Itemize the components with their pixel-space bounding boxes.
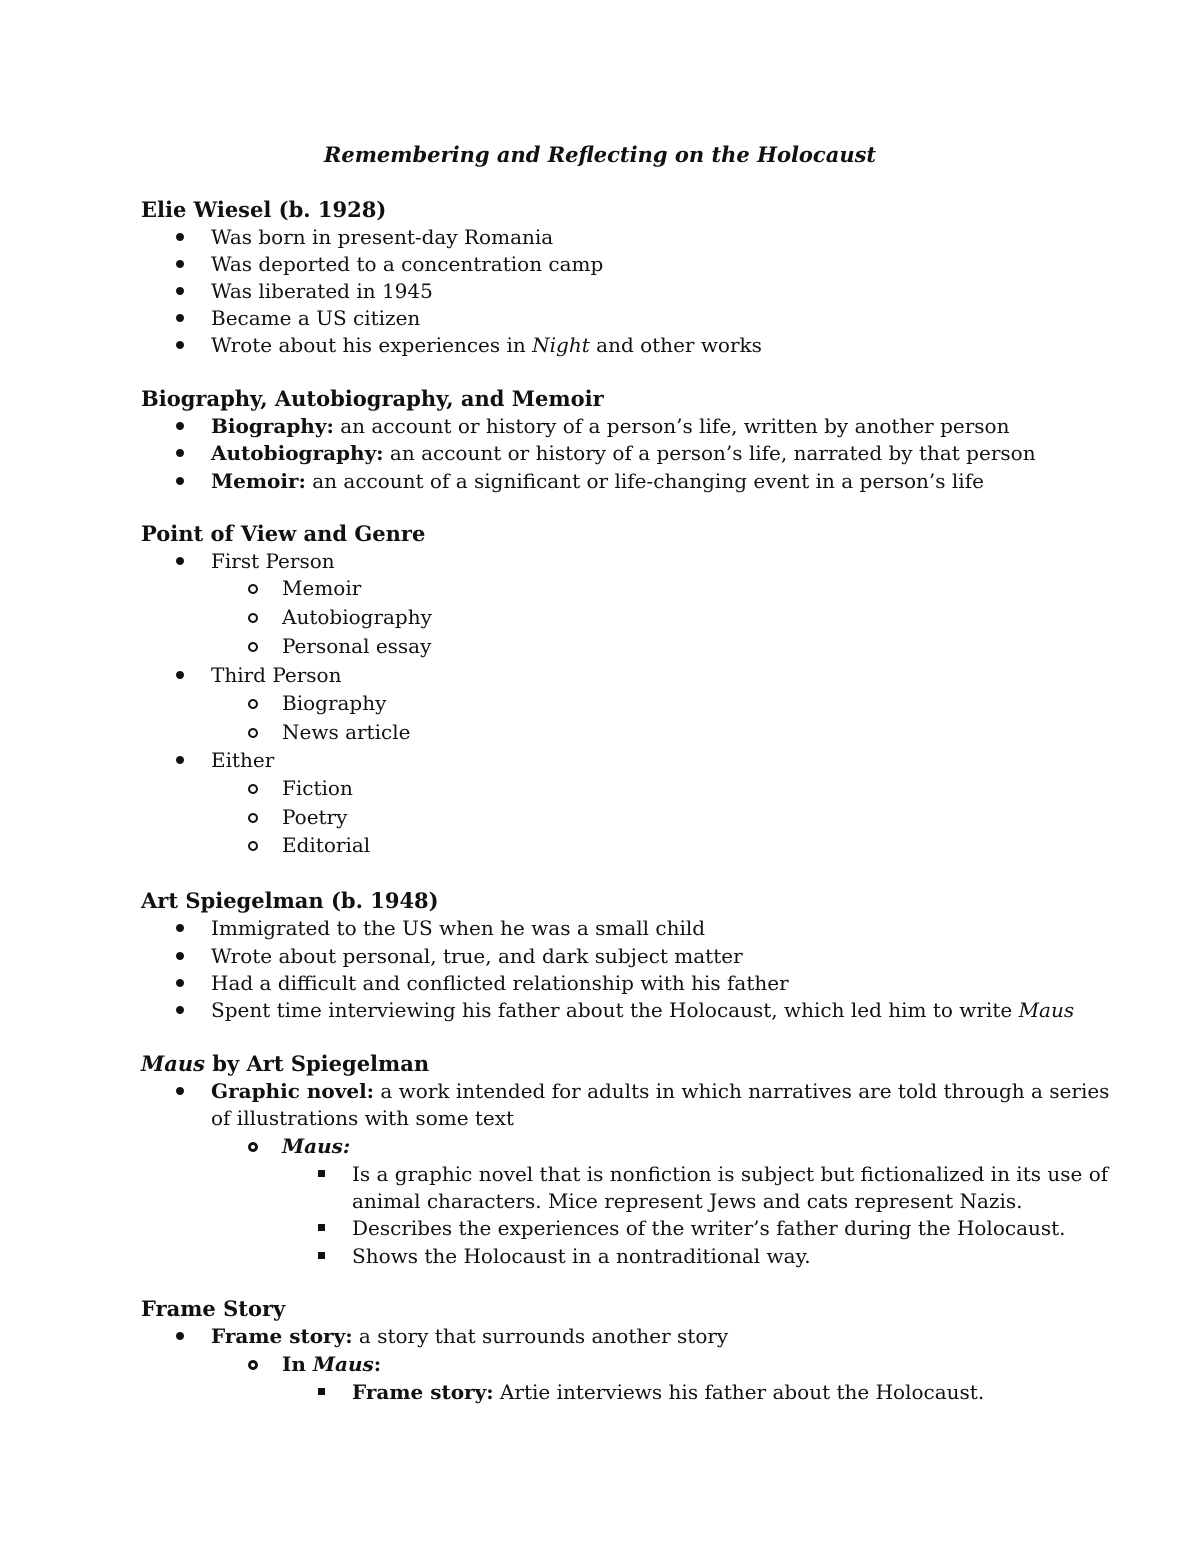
square-bullet-icon <box>318 1388 325 1395</box>
bullet-icon <box>176 314 184 322</box>
sub-sub-list-item: Shows the Holocaust in a nontraditional way. <box>352 1244 811 1268</box>
circle-bullet-icon <box>248 728 258 738</box>
circle-bullet-icon <box>248 699 258 709</box>
bullet-icon <box>176 260 184 268</box>
bullet-icon <box>176 449 184 457</box>
list-item: Memoir: an account of a significant or life-changing event in a person’s life <box>211 469 984 493</box>
sub-list-item: Editorial <box>282 833 371 857</box>
sub-list-item: Biography <box>282 691 387 715</box>
sub-list-item: Autobiography <box>282 605 432 629</box>
list-item: Immigrated to the US when he was a small child <box>211 916 706 940</box>
heading-art-spiegelman: Art Spiegelman (b. 1948) <box>141 888 439 913</box>
square-bullet-icon <box>318 1170 325 1177</box>
square-bullet-icon <box>318 1252 325 1259</box>
bullet-icon <box>176 1006 184 1014</box>
sub-list-item: Memoir <box>282 576 362 600</box>
circle-bullet-icon <box>248 841 258 851</box>
sub-list-item: Poetry <box>282 805 348 829</box>
heading-point-of-view: Point of View and Genre <box>141 521 426 546</box>
sub-sub-list-item-continuation: animal characters. Mice represent Jews and cats represent Nazis. <box>352 1189 1023 1213</box>
bullet-icon <box>176 477 184 485</box>
list-item: Graphic novel: a work intended for adults in which narratives are told through a series <box>211 1079 1110 1103</box>
heading-frame-story: Frame Story <box>141 1296 286 1321</box>
sub-list-item: News article <box>282 720 411 744</box>
heading-biography: Biography, Autobiography, and Memoir <box>141 386 604 411</box>
sub-sub-list-item: Frame story: Artie interviews his father about the Holocaust. <box>352 1380 985 1404</box>
list-item: Was liberated in 1945 <box>211 279 433 303</box>
list-item: Wrote about personal, true, and dark subject matter <box>211 944 743 968</box>
document-title: Remembering and Reflecting on the Holocaust <box>323 142 877 167</box>
bullet-icon <box>176 924 184 932</box>
sub-list-item: In Maus: <box>282 1352 382 1376</box>
list-item: Frame story: a story that surrounds another story <box>211 1324 729 1348</box>
list-item: Had a difficult and conflicted relationship with his father <box>211 971 789 995</box>
circle-bullet-icon <box>248 1360 258 1370</box>
bullet-icon <box>176 952 184 960</box>
bullet-icon <box>176 1087 184 1095</box>
bullet-icon <box>176 671 184 679</box>
heading-maus: Maus by Art Spiegelman <box>141 1051 430 1076</box>
bullet-icon <box>176 756 184 764</box>
list-item: Autobiography: an account or history of a person’s life, narrated by that person <box>211 441 1036 465</box>
sub-list-item: Maus: <box>282 1134 351 1158</box>
bullet-icon <box>176 1332 184 1340</box>
list-item: Either <box>211 748 275 772</box>
list-item: Became a US citizen <box>211 306 421 330</box>
circle-bullet-icon <box>248 784 258 794</box>
square-bullet-icon <box>318 1224 325 1231</box>
circle-bullet-icon <box>248 613 258 623</box>
list-item: Third Person <box>211 663 342 687</box>
sub-sub-list-item: Is a graphic novel that is nonfiction is subject but fictionalized in its use of <box>352 1162 1109 1186</box>
bullet-icon <box>176 287 184 295</box>
circle-bullet-icon <box>248 813 258 823</box>
bullet-icon <box>176 557 184 565</box>
list-item: Wrote about his experiences in Night and other works <box>211 333 762 357</box>
circle-bullet-icon <box>248 1142 258 1152</box>
heading-elie-wiesel: Elie Wiesel (b. 1928) <box>141 197 387 222</box>
circle-bullet-icon <box>248 584 258 594</box>
sub-list-item: Fiction <box>282 776 353 800</box>
list-item-continuation: of illustrations with some text <box>211 1106 515 1130</box>
list-item: Was deported to a concentration camp <box>211 252 604 276</box>
bullet-icon <box>176 341 184 349</box>
sub-list-item: Personal essay <box>282 634 432 658</box>
circle-bullet-icon <box>248 642 258 652</box>
list-item: Biography: an account or history of a person’s life, written by another person <box>211 414 1010 438</box>
bullet-icon <box>176 422 184 430</box>
list-item: Spent time interviewing his father about the Holocaust, which led him to write Maus <box>211 998 1075 1022</box>
bullet-icon <box>176 979 184 987</box>
bullet-icon <box>176 233 184 241</box>
list-item: First Person <box>211 549 335 573</box>
sub-sub-list-item: Describes the experiences of the writer’s father during the Holocaust. <box>352 1216 1066 1240</box>
list-item: Was born in present-day Romania <box>211 225 554 249</box>
